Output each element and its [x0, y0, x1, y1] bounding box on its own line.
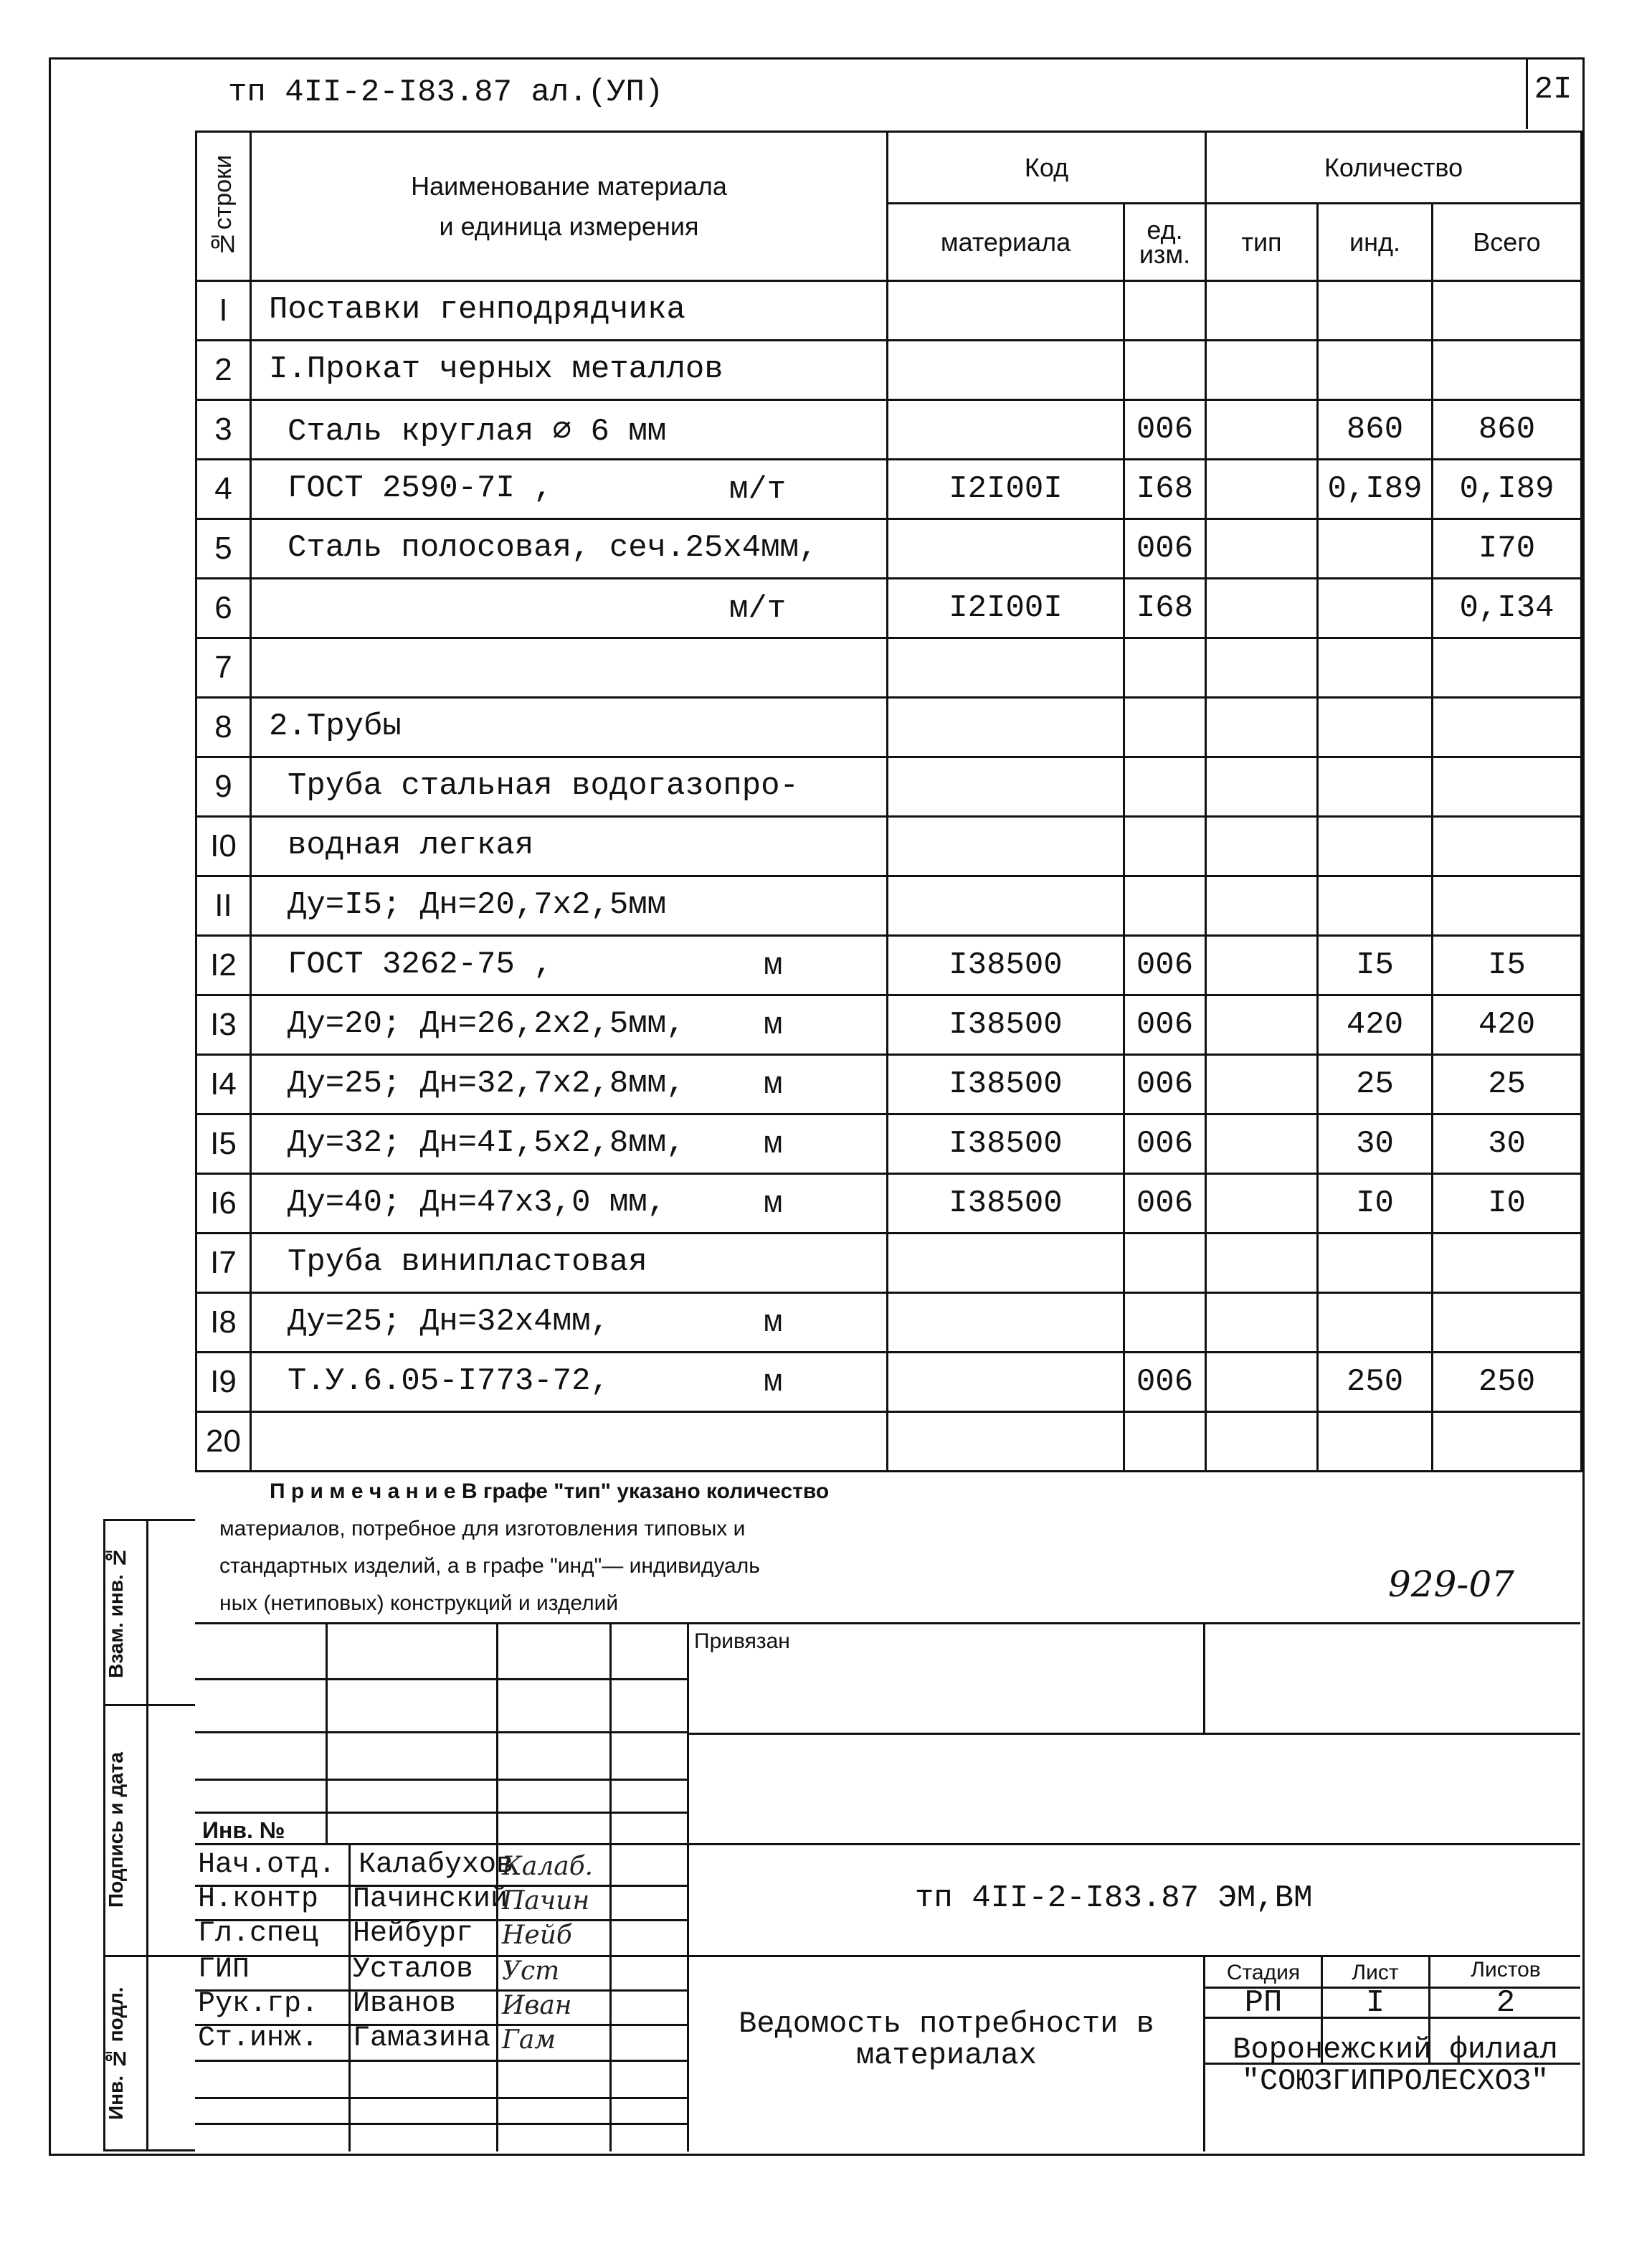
- material-code: I38500: [888, 1114, 1124, 1174]
- qty-total: [1433, 876, 1582, 936]
- material-code: [888, 876, 1124, 936]
- qty-type: [1206, 817, 1318, 876]
- material-code: I38500: [888, 995, 1124, 1055]
- title-doc-name: [724, 2008, 1169, 2071]
- unit-of-measure: м: [764, 1008, 783, 1043]
- qty-type: [1206, 638, 1318, 698]
- material-name: I.Прокат черных металлов: [269, 351, 723, 387]
- table-row: [196, 341, 1582, 400]
- qty-ind: [1318, 757, 1433, 817]
- table-row: [196, 698, 1582, 757]
- unit-code: [1124, 1412, 1206, 1472]
- material-name: Ду=32; Дн=4I,5х2,8мм,: [288, 1125, 685, 1161]
- qty-type: [1206, 995, 1318, 1055]
- note-line-3: стандартных изделий, а в графе "инд"— индивидуаль: [219, 1554, 760, 1578]
- note-line-2: материалов, потребное для изготовления типовых и: [219, 1517, 746, 1540]
- note-block: [219, 1473, 829, 1622]
- signatory-role: Рук.гр.: [198, 1988, 319, 2020]
- qty-ind: 420: [1318, 995, 1433, 1055]
- row-number: I6: [196, 1174, 251, 1234]
- unit-code: I68: [1124, 460, 1206, 519]
- material-code: [888, 817, 1124, 876]
- material-code: [888, 638, 1124, 698]
- unit-code: I68: [1124, 579, 1206, 638]
- qty-total: [1433, 757, 1582, 817]
- qty-ind: [1318, 519, 1433, 579]
- title-doc-name-line1: Ведомость потребности в: [739, 2007, 1154, 2041]
- qty-total: 30: [1433, 1114, 1582, 1174]
- qty-total: 25: [1433, 1055, 1582, 1114]
- qty-ind: [1318, 1412, 1433, 1472]
- qty-ind: I5: [1318, 936, 1433, 995]
- material-name: 2.Трубы: [269, 709, 402, 744]
- side-replace-inv: Взам. инв. №: [105, 1546, 127, 1678]
- material-name: Ду=20; Дн=26,2х2,5мм,: [288, 1006, 685, 1042]
- qty-ind: [1318, 1234, 1433, 1293]
- signatory-name: Нейбург: [353, 1918, 474, 1950]
- organization: [1212, 2034, 1579, 2097]
- table-row: [196, 1293, 1582, 1353]
- signatory-name: Калабухов: [359, 1849, 514, 1881]
- qty-ind: [1318, 638, 1433, 698]
- signatory-name: Пачинский: [353, 1883, 508, 1916]
- qty-total: [1433, 1293, 1582, 1353]
- tied-label: Привязан: [694, 1629, 790, 1653]
- signatory-signature: Иван: [502, 1991, 572, 2020]
- header-doc-code: тп 4II-2-I83.87 ал.(УП): [228, 75, 664, 110]
- material-code: [888, 281, 1124, 341]
- material-name: Труба винипластовая: [288, 1244, 647, 1280]
- material-code: [888, 1412, 1124, 1472]
- col-qty-total: Всего: [1433, 204, 1582, 281]
- material-name-cell: [251, 698, 888, 757]
- sheet-value: I: [1365, 1985, 1385, 2021]
- material-code: [888, 519, 1124, 579]
- qty-total: [1433, 638, 1582, 698]
- unit-code: [1124, 817, 1206, 876]
- material-name-cell: [251, 460, 888, 519]
- qty-ind: [1318, 281, 1433, 341]
- qty-total: [1433, 341, 1582, 400]
- col-qty-type: тип: [1206, 204, 1318, 281]
- qty-type: [1206, 1055, 1318, 1114]
- material-name-cell: [251, 400, 888, 460]
- unit-code: [1124, 757, 1206, 817]
- qty-ind: 860: [1318, 400, 1433, 460]
- unit-code: 006: [1124, 995, 1206, 1055]
- unit-code: 006: [1124, 400, 1206, 460]
- qty-type: [1206, 400, 1318, 460]
- signatory-role: Нач.отд.: [198, 1849, 336, 1881]
- row-number: I2: [196, 936, 251, 995]
- qty-ind: 25: [1318, 1055, 1433, 1114]
- qty-type: [1206, 519, 1318, 579]
- material-code: [888, 757, 1124, 817]
- table-row: [196, 638, 1582, 698]
- signatory-role: ГИП: [198, 1954, 250, 1986]
- col-row-number: №строки: [196, 132, 251, 281]
- signatory-role: Гл.спец: [198, 1918, 319, 1950]
- qty-type: [1206, 1412, 1318, 1472]
- table-row: [196, 460, 1582, 519]
- material-name-cell: [251, 341, 888, 400]
- qty-ind: 30: [1318, 1114, 1433, 1174]
- row-number: I9: [196, 1353, 251, 1412]
- qty-total: [1433, 817, 1582, 876]
- qty-type: [1206, 579, 1318, 638]
- unit-code: 006: [1124, 1055, 1206, 1114]
- qty-total: I70: [1433, 519, 1582, 579]
- material-name-cell: [251, 817, 888, 876]
- row-number: 4: [196, 460, 251, 519]
- unit-code: 006: [1124, 1174, 1206, 1234]
- signatory-signature: Нейб: [502, 1921, 572, 1950]
- sheet-label: Лист: [1352, 1961, 1399, 1984]
- material-code: [888, 341, 1124, 400]
- col-name-line2: и единица измерения: [439, 211, 699, 241]
- material-name-cell: [251, 936, 888, 995]
- qty-type: [1206, 460, 1318, 519]
- table-row: [196, 400, 1582, 460]
- sheets-label: Листов: [1471, 1958, 1541, 1982]
- unit-of-measure: м: [764, 1186, 783, 1222]
- material-name-cell: [251, 281, 888, 341]
- qty-total: [1433, 1412, 1582, 1472]
- table-row: [196, 1353, 1582, 1412]
- col-qty-ind: инд.: [1318, 204, 1433, 281]
- material-name-cell: [251, 638, 888, 698]
- unit-of-measure: м/т: [729, 591, 787, 627]
- organization-line2: "СОЮЗГИПРОЛЕСХОЗ": [1241, 2064, 1549, 2098]
- row-number: 5: [196, 519, 251, 579]
- material-name-cell: [251, 876, 888, 936]
- material-code: [888, 400, 1124, 460]
- material-name: Сталь полосовая, сеч.25х4мм,: [288, 530, 818, 566]
- signatory-name: Иванов: [353, 1988, 457, 2020]
- signatory-name: Гамазина: [353, 2022, 491, 2055]
- unit-code: 006: [1124, 519, 1206, 579]
- qty-total: 0,I34: [1433, 579, 1582, 638]
- material-name-cell: [251, 1114, 888, 1174]
- signatory-signature: Калаб.: [502, 1852, 594, 1881]
- qty-total: 0,I89: [1433, 460, 1582, 519]
- unit-code: [1124, 876, 1206, 936]
- table-row: [196, 579, 1582, 638]
- unit-code: 006: [1124, 936, 1206, 995]
- col-quantity-group: Количество: [1206, 132, 1582, 204]
- unit-code: [1124, 281, 1206, 341]
- qty-total: I5: [1433, 936, 1582, 995]
- qty-type: [1206, 757, 1318, 817]
- unit-code: [1124, 341, 1206, 400]
- col-name: [251, 132, 888, 281]
- qty-total: 860: [1433, 400, 1582, 460]
- signatory-role: Ст.инж.: [198, 2022, 319, 2055]
- material-name-cell: [251, 1174, 888, 1234]
- material-name-cell: [251, 995, 888, 1055]
- unit-code: [1124, 1293, 1206, 1353]
- sheet-number: 2I: [1534, 72, 1572, 108]
- note-line-4: ных (нетиповых) конструкций и изделий: [219, 1591, 619, 1615]
- sheets-value: 2: [1496, 1985, 1516, 2021]
- unit-code: [1124, 638, 1206, 698]
- unit-code: 006: [1124, 1353, 1206, 1412]
- material-name: Ду=I5; Дн=20,7х2,5мм: [288, 887, 667, 923]
- qty-ind: [1318, 817, 1433, 876]
- row-number: I5: [196, 1114, 251, 1174]
- material-name: Ду=40; Дн=47х3,0 мм,: [288, 1185, 667, 1221]
- unit-code: [1124, 698, 1206, 757]
- qty-total: 420: [1433, 995, 1582, 1055]
- material-name: Труба стальная водогазопро-: [288, 768, 799, 804]
- row-number: I8: [196, 1293, 251, 1353]
- material-name: Сталь круглая ∅ 6 мм: [288, 414, 667, 450]
- qty-type: [1206, 1353, 1318, 1412]
- materials-rows: [196, 281, 1582, 1472]
- unit-code: 006: [1124, 1114, 1206, 1174]
- material-name-cell: [251, 1293, 888, 1353]
- material-name-cell: [251, 519, 888, 579]
- row-number: 8: [196, 698, 251, 757]
- table-row: [196, 1412, 1582, 1472]
- handwritten-number: 929-07: [1388, 1563, 1514, 1605]
- col-code-material: материала: [888, 204, 1124, 281]
- qty-type: [1206, 281, 1318, 341]
- qty-ind: 250: [1318, 1353, 1433, 1412]
- note-line-1: П р и м е ч а н и е В графе "тип" указано количество: [270, 1480, 830, 1503]
- title-doc-code: тп 4II-2-I83.87 ЭМ,ВМ: [915, 1880, 1313, 1916]
- material-code: I2I00I: [888, 460, 1124, 519]
- material-code: [888, 1293, 1124, 1353]
- row-number: I7: [196, 1234, 251, 1293]
- unit-of-measure: м: [764, 1305, 783, 1341]
- table-row: [196, 1114, 1582, 1174]
- row-number: 3: [196, 400, 251, 460]
- qty-type: [1206, 1174, 1318, 1234]
- row-number: I0: [196, 817, 251, 876]
- table-row: [196, 281, 1582, 341]
- material-code: I2I00I: [888, 579, 1124, 638]
- table-row: [196, 936, 1582, 995]
- qty-ind: [1318, 579, 1433, 638]
- qty-type: [1206, 341, 1318, 400]
- table-row: [196, 1055, 1582, 1114]
- stage-value: РП: [1244, 1985, 1283, 2021]
- material-name: ГОСТ 2590-7I ,: [288, 470, 553, 506]
- material-code: I38500: [888, 1055, 1124, 1114]
- qty-ind: I0: [1318, 1174, 1433, 1234]
- material-name: Поставки генподрядчика: [269, 292, 685, 328]
- qty-type: [1206, 698, 1318, 757]
- unit-of-measure: м/т: [729, 472, 787, 508]
- table-row: [196, 519, 1582, 579]
- material-name-cell: [251, 1055, 888, 1114]
- unit-of-measure: м: [764, 1365, 783, 1401]
- material-name-cell: [251, 757, 888, 817]
- row-number: 2: [196, 341, 251, 400]
- table-row: [196, 1234, 1582, 1293]
- organization-line1: Воронежский филиал: [1233, 2032, 1558, 2067]
- row-number: II: [196, 876, 251, 936]
- signatory-signature: Уст: [502, 1956, 560, 1986]
- row-number: 7: [196, 638, 251, 698]
- stage-label: Стадия: [1226, 1961, 1301, 1984]
- material-name: ГОСТ 3262-75 ,: [288, 947, 553, 983]
- inv-label: Инв. №: [202, 1817, 285, 1843]
- qty-type: [1206, 876, 1318, 936]
- qty-ind: [1318, 698, 1433, 757]
- qty-total: 250: [1433, 1353, 1582, 1412]
- qty-ind: [1318, 341, 1433, 400]
- unit-of-measure: м: [764, 948, 783, 984]
- table-row: [196, 876, 1582, 936]
- signatory-name: Усталов: [353, 1954, 474, 1986]
- material-name-cell: [251, 1234, 888, 1293]
- signatory-role: Н.контр: [198, 1883, 319, 1916]
- qty-type: [1206, 1114, 1318, 1174]
- table-row: [196, 995, 1582, 1055]
- signatory-signature: Пачин: [502, 1886, 590, 1916]
- qty-ind: 0,I89: [1318, 460, 1433, 519]
- table-row: [196, 757, 1582, 817]
- row-number: I3: [196, 995, 251, 1055]
- material-code: [888, 1234, 1124, 1293]
- qty-type: [1206, 1234, 1318, 1293]
- col-code-unit: ед. изм.: [1124, 204, 1206, 281]
- material-code: [888, 1353, 1124, 1412]
- row-number: 20: [196, 1412, 251, 1472]
- unit-of-measure: м: [764, 1067, 783, 1103]
- table-row: [196, 817, 1582, 876]
- qty-total: [1433, 698, 1582, 757]
- qty-ind: [1318, 876, 1433, 936]
- materials-table: [195, 131, 1582, 1472]
- material-code: [888, 698, 1124, 757]
- unit-code: [1124, 1234, 1206, 1293]
- row-number: 9: [196, 757, 251, 817]
- qty-ind: [1318, 1293, 1433, 1353]
- material-name: водная легкая: [288, 828, 534, 863]
- unit-of-measure: м: [764, 1127, 783, 1163]
- col-name-line1: Наименование материала: [411, 171, 727, 201]
- row-number: I: [196, 281, 251, 341]
- table-row: [196, 1174, 1582, 1234]
- qty-type: [1206, 1293, 1318, 1353]
- material-name: Ду=25; Дн=32,7х2,8мм,: [288, 1066, 685, 1102]
- material-code: I38500: [888, 1174, 1124, 1234]
- qty-type: [1206, 936, 1318, 995]
- material-name: Т.У.6.05-I773-72,: [288, 1363, 609, 1399]
- title-doc-name-line2: материалах: [855, 2038, 1038, 2073]
- material-name-cell: [251, 579, 888, 638]
- signatory-signature: Гам: [502, 2025, 556, 2055]
- side-inv-orig: Инв. № подл.: [105, 1987, 127, 2120]
- row-number: 6: [196, 579, 251, 638]
- row-number: I4: [196, 1055, 251, 1114]
- material-name-cell: [251, 1412, 888, 1472]
- qty-total: I0: [1433, 1174, 1582, 1234]
- col-code-group: Код: [888, 132, 1206, 204]
- material-code: I38500: [888, 936, 1124, 995]
- qty-total: [1433, 281, 1582, 341]
- material-name: Ду=25; Дн=32х4мм,: [288, 1304, 609, 1340]
- side-sign-date: Подпись и дата: [105, 1752, 127, 1908]
- material-name-cell: [251, 1353, 888, 1412]
- qty-total: [1433, 1234, 1582, 1293]
